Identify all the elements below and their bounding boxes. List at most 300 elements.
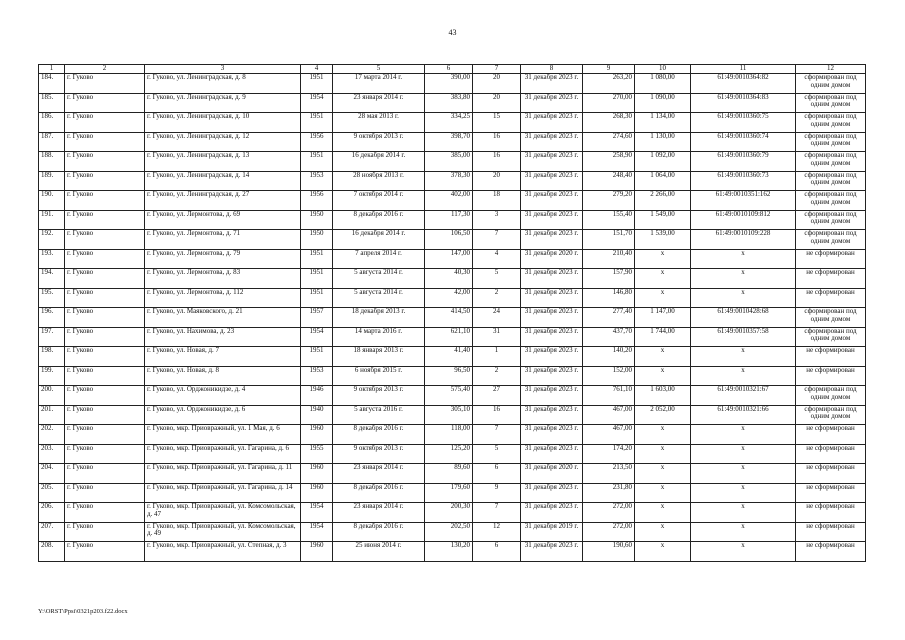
- table-cell-col-9: 277,40: [583, 308, 635, 328]
- table-cell-col-11: 61:49:0010360:79: [691, 152, 796, 172]
- table-cell-col-4: 1960: [301, 425, 333, 445]
- table-cell-col-3: г. Гуково, ул. Ленинградская, д. 8: [145, 74, 301, 94]
- column-header-10: 10: [635, 65, 691, 74]
- table-cell-col-3: г. Гуково, ул. Ленинградская, д. 13: [145, 152, 301, 172]
- table-cell-col-5: 5 августа 2016 г.: [333, 405, 425, 425]
- table-cell-col-9: 268,30: [583, 113, 635, 133]
- table-cell-col-10: 1 092,00: [635, 152, 691, 172]
- table-cell-col-4: 1957: [301, 308, 333, 328]
- table-cell-col-10: х: [635, 425, 691, 445]
- table-cell-col-12: сформирован под одним домом: [796, 132, 866, 152]
- table-cell-col-4: 1954: [301, 327, 333, 347]
- table-cell-col-5: 9 октября 2013 г.: [333, 386, 425, 406]
- table-row: [39, 444, 866, 464]
- table-cell-col-5: 18 января 2013 г.: [333, 347, 425, 367]
- table-cell-col-3: г. Гуково, мкр. Приовражный, ул. Комсомольская, д. 49: [145, 522, 301, 542]
- table-cell-col-11: х: [691, 464, 796, 484]
- table-cell-col-1: 205.: [39, 483, 65, 503]
- table-cell-col-11: х: [691, 503, 796, 523]
- table-cell-col-5: 16 декабря 2014 г.: [333, 152, 425, 172]
- table-cell-col-1: 201.: [39, 405, 65, 425]
- table-row: [39, 132, 866, 152]
- table-cell-col-5: 18 декабря 2013 г.: [333, 308, 425, 328]
- table-row: [39, 366, 866, 386]
- table-cell-col-9: 279,20: [583, 191, 635, 211]
- table-cell-col-12: сформирован под одним домом: [796, 93, 866, 113]
- table-cell-col-6: 414,50: [425, 308, 473, 328]
- table-row: [39, 464, 866, 484]
- table-cell-col-10: 1 147,00: [635, 308, 691, 328]
- table-cell-col-7: 24: [473, 308, 521, 328]
- table-cell-col-5: 28 ноября 2013 г.: [333, 171, 425, 191]
- table-cell-col-3: г. Гуково, ул. Нахимова, д. 23: [145, 327, 301, 347]
- table-cell-col-9: 190,60: [583, 542, 635, 562]
- table-cell-col-9: 263,20: [583, 74, 635, 94]
- table-cell-col-11: 61:49:0010109:812: [691, 210, 796, 230]
- table-cell-col-7: 5: [473, 269, 521, 289]
- table-row: [39, 542, 866, 562]
- table-cell-col-6: 40,30: [425, 269, 473, 289]
- table-cell-col-1: 208.: [39, 542, 65, 562]
- table-cell-col-12: сформирован под одним домом: [796, 210, 866, 230]
- table-cell-col-5: 14 марта 2016 г.: [333, 327, 425, 347]
- table-cell-col-12: сформирован под одним домом: [796, 386, 866, 406]
- table-cell-col-7: 6: [473, 542, 521, 562]
- table-cell-col-2: г. Гуково: [65, 405, 145, 425]
- table-cell-col-8: 31 декабря 2019 г.: [521, 522, 583, 542]
- table-cell-col-12: не сформирован: [796, 444, 866, 464]
- table-cell-col-5: 6 ноября 2015 г.: [333, 366, 425, 386]
- table-cell-col-8: 31 декабря 2023 г.: [521, 210, 583, 230]
- table-cell-col-4: 1951: [301, 152, 333, 172]
- column-header-8: 8: [521, 65, 583, 74]
- table-cell-col-5: 23 января 2014 г.: [333, 503, 425, 523]
- table-cell-col-10: х: [635, 542, 691, 562]
- table-cell-col-7: 2: [473, 366, 521, 386]
- table-cell-col-7: 4: [473, 249, 521, 269]
- table-row: [39, 288, 866, 308]
- table-cell-col-8: 31 декабря 2023 г.: [521, 152, 583, 172]
- table-cell-col-9: 248,40: [583, 171, 635, 191]
- table-cell-col-3: г. Гуково, мкр. Приовражный, ул. Гагарина, д. 14: [145, 483, 301, 503]
- table-cell-col-5: 5 августа 2014 г.: [333, 288, 425, 308]
- table-cell-col-4: 1960: [301, 483, 333, 503]
- table-row: [39, 191, 866, 211]
- table-cell-col-1: 198.: [39, 347, 65, 367]
- table-cell-col-10: 1 744,00: [635, 327, 691, 347]
- table-cell-col-3: г. Гуково, ул. Ленинградская, д. 12: [145, 132, 301, 152]
- table-cell-col-4: 1951: [301, 74, 333, 94]
- table-cell-col-12: сформирован под одним домом: [796, 113, 866, 133]
- table-cell-col-3: г. Гуково, мкр. Приовражный, ул. Комсомольская, д. 47: [145, 503, 301, 523]
- table-cell-col-8: 31 декабря 2023 г.: [521, 425, 583, 445]
- table-cell-col-9: 152,00: [583, 366, 635, 386]
- table-cell-col-10: х: [635, 366, 691, 386]
- table-cell-col-2: г. Гуково: [65, 366, 145, 386]
- table-cell-col-6: 390,00: [425, 74, 473, 94]
- table-row: [39, 230, 866, 250]
- table-cell-col-2: г. Гуково: [65, 210, 145, 230]
- table-cell-col-8: 31 декабря 2023 г.: [521, 191, 583, 211]
- table-cell-col-2: г. Гуково: [65, 269, 145, 289]
- table-cell-col-10: 1 603,00: [635, 386, 691, 406]
- table-cell-col-7: 7: [473, 503, 521, 523]
- table-cell-col-1: 197.: [39, 327, 65, 347]
- table-cell-col-2: г. Гуково: [65, 113, 145, 133]
- table-cell-col-9: 467,00: [583, 405, 635, 425]
- table-row: [39, 386, 866, 406]
- table-cell-col-2: г. Гуково: [65, 230, 145, 250]
- table-cell-col-7: 5: [473, 444, 521, 464]
- table-row: [39, 152, 866, 172]
- table-cell-col-5: 5 августа 2014 г.: [333, 269, 425, 289]
- table-cell-col-8: 31 декабря 2023 г.: [521, 503, 583, 523]
- table-cell-col-6: 334,25: [425, 113, 473, 133]
- table-row: [39, 249, 866, 269]
- table-cell-col-8: 31 декабря 2023 г.: [521, 347, 583, 367]
- table-cell-col-12: не сформирован: [796, 366, 866, 386]
- table-cell-col-7: 3: [473, 210, 521, 230]
- table-cell-col-12: не сформирован: [796, 522, 866, 542]
- table-cell-col-6: 106,50: [425, 230, 473, 250]
- table-cell-col-7: 7: [473, 230, 521, 250]
- table-cell-col-5: 17 марта 2014 г.: [333, 74, 425, 94]
- table-cell-col-8: 31 декабря 2023 г.: [521, 366, 583, 386]
- table-row: [39, 308, 866, 328]
- table-cell-col-12: сформирован под одним домом: [796, 230, 866, 250]
- table-cell-col-10: х: [635, 483, 691, 503]
- table-cell-col-2: г. Гуково: [65, 74, 145, 94]
- table-cell-col-11: х: [691, 249, 796, 269]
- table-cell-col-4: 1953: [301, 366, 333, 386]
- table-row: [39, 405, 866, 425]
- table-cell-col-9: 151,70: [583, 230, 635, 250]
- table-cell-col-12: сформирован под одним домом: [796, 74, 866, 94]
- column-header-2: 2: [65, 65, 145, 74]
- table-cell-col-12: сформирован под одним домом: [796, 405, 866, 425]
- table-cell-col-7: 16: [473, 405, 521, 425]
- table-cell-col-6: 378,30: [425, 171, 473, 191]
- table-cell-col-4: 1950: [301, 230, 333, 250]
- table-cell-col-8: 31 декабря 2023 г.: [521, 542, 583, 562]
- table-cell-col-3: г. Гуково, ул. Новая, д. 8: [145, 366, 301, 386]
- table-cell-col-12: не сформирован: [796, 464, 866, 484]
- table-cell-col-3: г. Гуково, мкр. Приовражный, ул. Степная, д. 3: [145, 542, 301, 562]
- table-cell-col-8: 31 декабря 2023 г.: [521, 308, 583, 328]
- table-cell-col-3: г. Гуково, ул. Ленинградская, д. 9: [145, 93, 301, 113]
- table-cell-col-6: 402,00: [425, 191, 473, 211]
- table-row: [39, 483, 866, 503]
- table-cell-col-3: г. Гуково, ул. Лермонтова, д. 69: [145, 210, 301, 230]
- table-cell-col-3: г. Гуково, ул. Лермонтова, д. 79: [145, 249, 301, 269]
- table-cell-col-6: 130,20: [425, 542, 473, 562]
- table-cell-col-6: 96,50: [425, 366, 473, 386]
- table-cell-col-11: х: [691, 366, 796, 386]
- table-cell-col-10: 1 130,00: [635, 132, 691, 152]
- table-cell-col-5: 28 мая 2013 г.: [333, 113, 425, 133]
- table-cell-col-2: г. Гуково: [65, 327, 145, 347]
- table-cell-col-11: 61:49:0010428:68: [691, 308, 796, 328]
- table-cell-col-6: 575,40: [425, 386, 473, 406]
- table-cell-col-4: 1951: [301, 269, 333, 289]
- column-header-9: 9: [583, 65, 635, 74]
- column-header-5: 5: [333, 65, 425, 74]
- table-cell-col-12: сформирован под одним домом: [796, 308, 866, 328]
- table-cell-col-6: 41,40: [425, 347, 473, 367]
- table-cell-col-5: 16 декабря 2014 г.: [333, 230, 425, 250]
- table-cell-col-11: х: [691, 288, 796, 308]
- table-cell-col-7: 2: [473, 288, 521, 308]
- table-cell-col-6: 179,60: [425, 483, 473, 503]
- table-cell-col-9: 270,00: [583, 93, 635, 113]
- table-cell-col-4: 1955: [301, 444, 333, 464]
- table-cell-col-7: 20: [473, 93, 521, 113]
- table-cell-col-11: 61:49:0010321:67: [691, 386, 796, 406]
- table-cell-col-10: х: [635, 503, 691, 523]
- table-cell-col-9: 155,40: [583, 210, 635, 230]
- column-header-6: 6: [425, 65, 473, 74]
- table-cell-col-7: 20: [473, 74, 521, 94]
- table-cell-col-7: 31: [473, 327, 521, 347]
- table-row: [39, 425, 866, 445]
- table-cell-col-1: 191.: [39, 210, 65, 230]
- table-cell-col-11: 61:49:0010364:82: [691, 74, 796, 94]
- table-cell-col-7: 27: [473, 386, 521, 406]
- table-cell-col-11: х: [691, 444, 796, 464]
- table-cell-col-4: 1954: [301, 503, 333, 523]
- table-cell-col-4: 1951: [301, 347, 333, 367]
- table-cell-col-1: 200.: [39, 386, 65, 406]
- table-cell-col-9: 140,20: [583, 347, 635, 367]
- table-cell-col-12: не сформирован: [796, 483, 866, 503]
- table-cell-col-2: г. Гуково: [65, 249, 145, 269]
- table-cell-col-9: 213,50: [583, 464, 635, 484]
- table-cell-col-7: 16: [473, 132, 521, 152]
- table-cell-col-6: 305,10: [425, 405, 473, 425]
- table-cell-col-1: 192.: [39, 230, 65, 250]
- table-cell-col-12: не сформирован: [796, 542, 866, 562]
- table-cell-col-9: 761,10: [583, 386, 635, 406]
- table-cell-col-9: 210,40: [583, 249, 635, 269]
- table-cell-col-2: г. Гуково: [65, 308, 145, 328]
- table-cell-col-5: 25 июня 2014 г.: [333, 542, 425, 562]
- table-cell-col-12: не сформирован: [796, 425, 866, 445]
- table-cell-col-1: 203.: [39, 444, 65, 464]
- table-cell-col-12: не сформирован: [796, 347, 866, 367]
- table-cell-col-1: 190.: [39, 191, 65, 211]
- table-row: [39, 269, 866, 289]
- table-cell-col-9: 272,00: [583, 503, 635, 523]
- table-cell-col-10: х: [635, 347, 691, 367]
- table-cell-col-6: 125,20: [425, 444, 473, 464]
- table-cell-col-4: 1953: [301, 171, 333, 191]
- table-cell-col-5: 7 апреля 2014 г.: [333, 249, 425, 269]
- table-cell-col-2: г. Гуково: [65, 464, 145, 484]
- table-cell-col-3: г. Гуково, ул. Орджоникидзе, д. 4: [145, 386, 301, 406]
- table-cell-col-4: 1956: [301, 191, 333, 211]
- table-cell-col-10: 1 090,00: [635, 93, 691, 113]
- table-cell-col-2: г. Гуково: [65, 171, 145, 191]
- table-cell-col-4: 1951: [301, 288, 333, 308]
- table-cell-col-1: 189.: [39, 171, 65, 191]
- table-cell-col-1: 188.: [39, 152, 65, 172]
- table-cell-col-10: х: [635, 269, 691, 289]
- table-cell-col-3: г. Гуково, ул. Лермонтова, д. 71: [145, 230, 301, 250]
- table-cell-col-6: 383,80: [425, 93, 473, 113]
- table-cell-col-6: 117,30: [425, 210, 473, 230]
- table-cell-col-8: 31 декабря 2023 г.: [521, 483, 583, 503]
- table-cell-col-4: 1960: [301, 542, 333, 562]
- table-cell-col-12: не сформирован: [796, 249, 866, 269]
- table-cell-col-5: 8 декабря 2016 г.: [333, 483, 425, 503]
- table-cell-col-2: г. Гуково: [65, 483, 145, 503]
- table-cell-col-11: 61:49:0010364:83: [691, 93, 796, 113]
- table-row: [39, 347, 866, 367]
- table-cell-col-1: 185.: [39, 93, 65, 113]
- table-cell-col-7: 18: [473, 191, 521, 211]
- table-cell-col-10: 2 266,00: [635, 191, 691, 211]
- table-cell-col-12: не сформирован: [796, 503, 866, 523]
- table-cell-col-4: 1960: [301, 464, 333, 484]
- table-cell-col-3: г. Гуково, мкр. Приовражный, ул. 1 Мая, д. 6: [145, 425, 301, 445]
- table-cell-col-11: 61:49:0010360:75: [691, 113, 796, 133]
- table-cell-col-7: 7: [473, 425, 521, 445]
- table-cell-col-3: г. Гуково, ул. Маяковского, д. 21: [145, 308, 301, 328]
- table-cell-col-1: 194.: [39, 269, 65, 289]
- table-cell-col-9: 437,70: [583, 327, 635, 347]
- table-row: [39, 113, 866, 133]
- table-cell-col-2: г. Гуково: [65, 347, 145, 367]
- table-cell-col-3: г. Гуково, ул. Ленинградская, д. 27: [145, 191, 301, 211]
- table-cell-col-6: 202,50: [425, 522, 473, 542]
- table-cell-col-5: 8 декабря 2016 г.: [333, 425, 425, 445]
- table-cell-col-11: 61:49:0010321:66: [691, 405, 796, 425]
- table-cell-col-6: 621,10: [425, 327, 473, 347]
- table-cell-col-12: сформирован под одним домом: [796, 191, 866, 211]
- table-cell-col-11: х: [691, 522, 796, 542]
- table-cell-col-11: х: [691, 347, 796, 367]
- table-cell-col-7: 15: [473, 113, 521, 133]
- table-cell-col-2: г. Гуково: [65, 288, 145, 308]
- column-header-4: 4: [301, 65, 333, 74]
- page-number: 43: [448, 28, 457, 37]
- table-cell-col-1: 184.: [39, 74, 65, 94]
- table-row: [39, 74, 866, 94]
- table-cell-col-2: г. Гуково: [65, 425, 145, 445]
- table-cell-col-6: 89,60: [425, 464, 473, 484]
- table-cell-col-12: не сформирован: [796, 269, 866, 289]
- table-cell-col-2: г. Гуково: [65, 503, 145, 523]
- table-row: [39, 327, 866, 347]
- table-cell-col-1: 196.: [39, 308, 65, 328]
- table-cell-col-7: 16: [473, 152, 521, 172]
- table-cell-col-12: сформирован под одним домом: [796, 152, 866, 172]
- table-cell-col-6: 200,30: [425, 503, 473, 523]
- table-cell-col-8: 31 декабря 2023 г.: [521, 230, 583, 250]
- table-cell-col-7: 6: [473, 464, 521, 484]
- table-cell-col-10: х: [635, 249, 691, 269]
- table-cell-col-2: г. Гуково: [65, 444, 145, 464]
- table-row: [39, 503, 866, 523]
- table-cell-col-6: 398,70: [425, 132, 473, 152]
- table-cell-col-7: 12: [473, 522, 521, 542]
- table-row: [39, 171, 866, 191]
- table-cell-col-9: 174,20: [583, 444, 635, 464]
- table-cell-col-3: г. Гуково, ул. Лермонтова, д. 83: [145, 269, 301, 289]
- table-cell-col-9: 231,80: [583, 483, 635, 503]
- table-cell-col-8: 31 декабря 2023 г.: [521, 132, 583, 152]
- table-cell-col-11: х: [691, 483, 796, 503]
- table-cell-col-4: 1940: [301, 405, 333, 425]
- table-cell-col-8: 31 декабря 2020 г.: [521, 464, 583, 484]
- table-cell-col-1: 186.: [39, 113, 65, 133]
- table-cell-col-3: г. Гуково, ул. Ленинградская, д. 14: [145, 171, 301, 191]
- table-cell-col-8: 31 декабря 2023 г.: [521, 327, 583, 347]
- table-cell-col-8: 31 декабря 2023 г.: [521, 93, 583, 113]
- table-cell-col-4: 1946: [301, 386, 333, 406]
- table-cell-col-12: не сформирован: [796, 288, 866, 308]
- table-cell-col-1: 207.: [39, 522, 65, 542]
- table-cell-col-12: сформирован под одним домом: [796, 171, 866, 191]
- table-cell-col-5: 9 октября 2013 г.: [333, 444, 425, 464]
- table-cell-col-3: г. Гуково, ул. Новая, д. 7: [145, 347, 301, 367]
- table-cell-col-1: 204.: [39, 464, 65, 484]
- table-body: [39, 74, 866, 562]
- column-header-3: 3: [145, 65, 301, 74]
- table-cell-col-10: 1 064,00: [635, 171, 691, 191]
- table-cell-col-8: 31 декабря 2023 г.: [521, 444, 583, 464]
- table-cell-col-10: х: [635, 522, 691, 542]
- table-row: [39, 210, 866, 230]
- table-cell-col-8: 31 декабря 2023 г.: [521, 288, 583, 308]
- table-cell-col-10: х: [635, 288, 691, 308]
- table-cell-col-2: г. Гуково: [65, 386, 145, 406]
- table-cell-col-1: 195.: [39, 288, 65, 308]
- table-cell-col-12: сформирован под одним домом: [796, 327, 866, 347]
- table-cell-col-10: х: [635, 444, 691, 464]
- table-cell-col-3: г. Гуково, мкр. Приовражный, ул. Гагарина, д. 11: [145, 464, 301, 484]
- table-cell-col-11: 61:49:0010360:73: [691, 171, 796, 191]
- table-cell-col-10: х: [635, 464, 691, 484]
- column-header-11: 11: [691, 65, 796, 74]
- table-cell-col-7: 1: [473, 347, 521, 367]
- table-cell-col-11: 61:49:0010109:228: [691, 230, 796, 250]
- column-header-1: 1: [39, 65, 65, 74]
- table-cell-col-3: г. Гуково, мкр. Приовражный, ул. Гагарина, д. 6: [145, 444, 301, 464]
- table-row: [39, 93, 866, 113]
- table-cell-col-3: г. Гуково, ул. Ленинградская, д. 10: [145, 113, 301, 133]
- table-cell-col-2: г. Гуково: [65, 93, 145, 113]
- column-header-12: 12: [796, 65, 866, 74]
- table-cell-col-4: 1950: [301, 210, 333, 230]
- table-cell-col-5: 7 октября 2014 г.: [333, 191, 425, 211]
- table-cell-col-10: 2 052,00: [635, 405, 691, 425]
- table-cell-col-9: 274,60: [583, 132, 635, 152]
- table-cell-col-11: 61:49:0010357:58: [691, 327, 796, 347]
- table-cell-col-4: 1956: [301, 132, 333, 152]
- table-cell-col-2: г. Гуково: [65, 191, 145, 211]
- table-cell-col-1: 193.: [39, 249, 65, 269]
- table-cell-col-5: 23 января 2014 г.: [333, 464, 425, 484]
- table-cell-col-4: 1951: [301, 113, 333, 133]
- table-cell-col-9: 467,00: [583, 425, 635, 445]
- table-cell-col-11: 61:49:0010351:162: [691, 191, 796, 211]
- table-cell-col-5: 23 января 2014 г.: [333, 93, 425, 113]
- table-cell-col-2: г. Гуково: [65, 542, 145, 562]
- table-cell-col-1: 187.: [39, 132, 65, 152]
- table-cell-col-1: 199.: [39, 366, 65, 386]
- footer-file-path: Y:\ORST\Ppsi\0321p203.f22.docx: [38, 608, 128, 615]
